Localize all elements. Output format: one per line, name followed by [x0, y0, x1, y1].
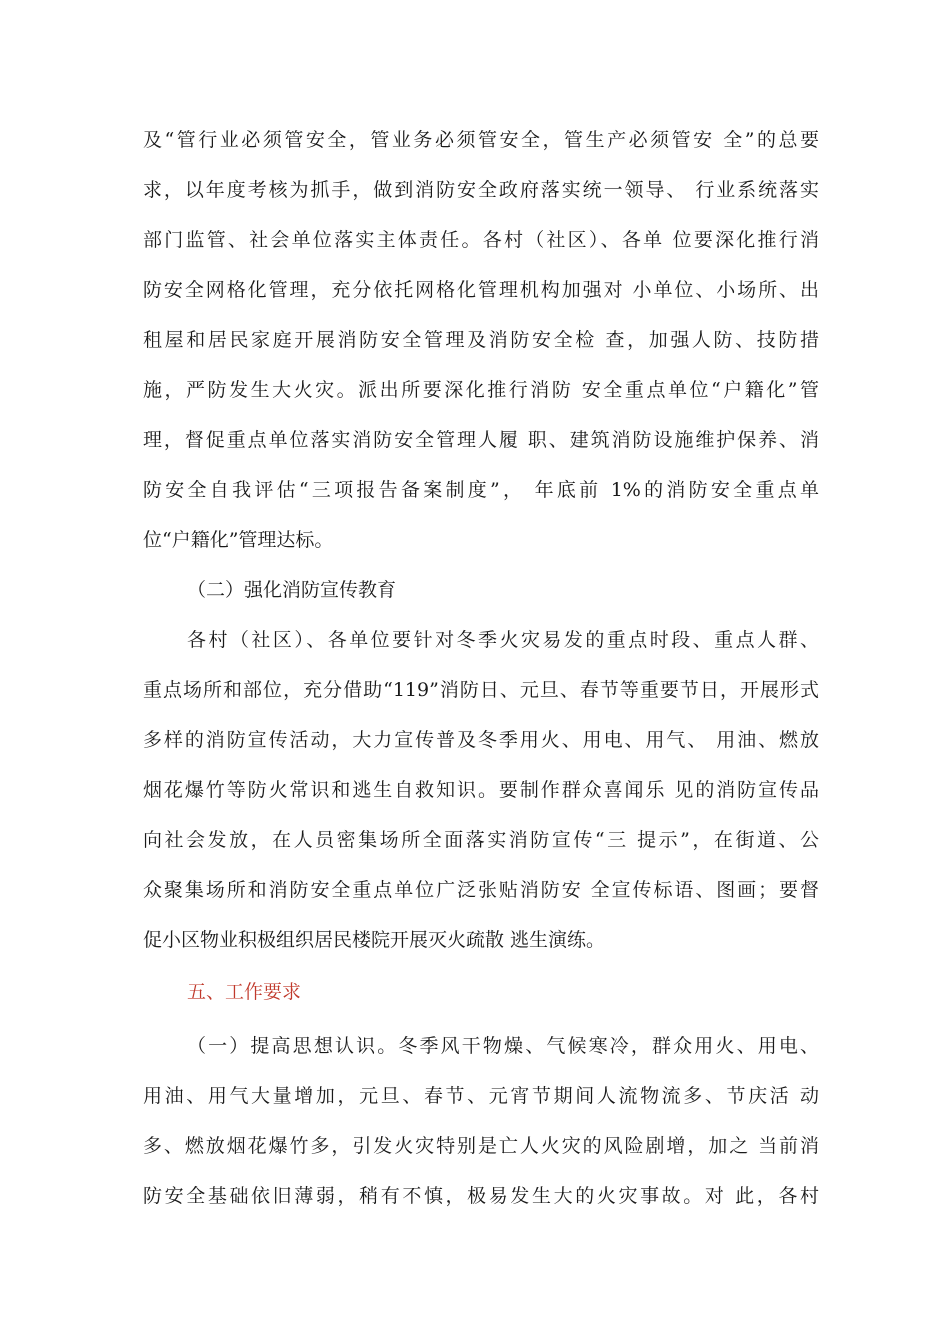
body-text-line: 及“管行业必须管安全，管业务必须管安全，管生产必须管安 全”的总要 [143, 129, 819, 151]
body-text-line: 烟花爆竹等防火常识和逃生自救知识。要制作群众喜闻乐 见的消防宣传品 [143, 779, 819, 801]
body-text-line: 位“户籍化”管理达标。 [143, 529, 334, 551]
body-text-line: 防安全网格化管理，充分依托网格化管理机构加强对 小单位、小场所、出 [143, 279, 819, 301]
body-text-line: 各村（社区）、各单位要针对冬季火灾易发的重点时段、重点人群、 [187, 629, 819, 651]
body-text-line: 众聚集场所和消防安全重点单位广泛张贴消防安 全宣传标语、图画；要督 [143, 879, 819, 901]
body-text-line: 重点场所和部位，充分借助“119”消防日、元旦、春节等重要节日，开展形式 [143, 679, 819, 701]
body-text-line: 防安全基础依旧薄弱，稍有不慎，极易发生大的火灾事故。对 此，各村 [143, 1185, 819, 1207]
body-text-line: 多、燃放烟花爆竹多，引发火灾特别是亡人火灾的风险剧增，加之 当前消 [143, 1135, 819, 1157]
body-text-line: （一）提高思想认识。冬季风干物燥、气候寒冷，群众用火、用电、 [187, 1035, 819, 1057]
body-text-line: 部门监管、社会单位落实主体责任。各村（社区）、各单 位要深化推行消 [143, 229, 819, 251]
body-text-line: 求，以年度考核为抓手，做到消防安全政府落实统一领导、 行业系统落实 [143, 179, 819, 201]
body-text-line: 向社会发放，在人员密集场所全面落实消防宣传“三 提示”，在街道、公 [143, 829, 819, 851]
body-text-line: 多样的消防宣传活动，大力宣传普及冬季用火、用电、用气、 用油、燃放 [143, 729, 819, 751]
subsection-heading: （二）强化消防宣传教育 [187, 579, 397, 601]
body-text-line: 促小区物业积极组织居民楼院开展灭火疏散 逃生演练。 [143, 929, 606, 951]
body-text-line: 租屋和居民家庭开展消防安全管理及消防安全检 查，加强人防、技防措 [143, 329, 819, 351]
body-text-line: 理，督促重点单位落实消防安全管理人履 职、建筑消防设施维护保养、消 [143, 429, 819, 451]
body-text-line: 施，严防发生大火灾。派出所要深化推行消防 安全重点单位“户籍化”管 [143, 379, 819, 401]
body-text-line: 防安全自我评估“三项报告备案制度”， 年底前 1%的消防安全重点单 [143, 479, 819, 501]
body-text-line: 用油、用气大量增加，元旦、春节、元宵节期间人流物流多、节庆活 动 [143, 1085, 819, 1107]
section-heading: 五、工作要求 [187, 981, 302, 1003]
